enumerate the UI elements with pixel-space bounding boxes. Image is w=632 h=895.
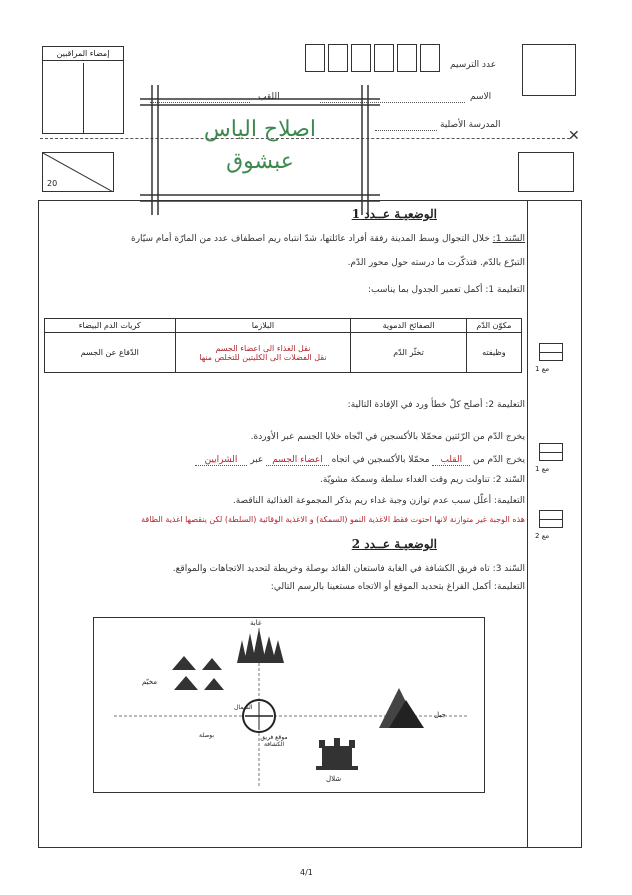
- map-label-west: مخيّم: [142, 678, 158, 686]
- waterfall-icon: [316, 738, 358, 770]
- fix-arteries[interactable]: الشرايين: [195, 455, 248, 466]
- scout-position-caption: موقع فريق الكشافة: [260, 734, 288, 748]
- margin-score-2: [535, 443, 571, 479]
- margin-score-label: مع 2: [535, 532, 550, 540]
- table-header: كريات الدم البيضاء: [45, 319, 176, 333]
- table-row: [45, 333, 522, 373]
- grade-box: [42, 152, 114, 192]
- fix-mid: محمّلا بالأكسجين في اتجاه: [331, 455, 430, 465]
- prompt1-text: خلال التجوال وسط المدينة رفقة أفراد عائلتها، شدّ انتباه ريم اصطفاف عدد من المارّة أمام سيّارة: [130, 234, 490, 244]
- wrong-statement: يخرج الدّم من الرّئتين محمّلا بالأكسجين في اتّجاه خلايا الجسم عبر الأوردة.: [250, 432, 525, 442]
- margin-score-label: مع 1: [535, 365, 550, 373]
- map-label-south: شلال: [326, 775, 342, 783]
- plasma-cell[interactable]: [175, 333, 351, 373]
- correction-name: عبشوق: [226, 149, 294, 174]
- prompt1-line2: التبرّع بالدّم. فتذكّرت ما درسته حول محور الدّم.: [347, 258, 525, 268]
- name-label: الاسم: [470, 92, 492, 102]
- prompt3-text: السّند 3: تاه فريق الكشافة في الغابة فاستعان القائد بوصلة وخريطة لتحديد الاتجاهات والمواقع.: [172, 564, 525, 574]
- margin-score-1: [535, 343, 571, 379]
- table-header-row: [45, 319, 522, 333]
- compass-caption: بوصلة: [199, 732, 215, 739]
- grade-total: 20: [47, 179, 58, 188]
- margin-score-3: [535, 510, 571, 546]
- plasma-answer-2: نقل الفضلات الى الكليتين للتخلص منها: [199, 352, 327, 362]
- fix-via: عبر: [250, 455, 264, 465]
- proctor-signature-box: [42, 46, 124, 134]
- plasma-answer-1: نقل الغذاء الى اعضاء الجسم: [215, 343, 311, 353]
- registration-number-label: عدد الترسيم: [450, 60, 497, 70]
- margin-divider: [527, 200, 528, 848]
- mountain-icon: [379, 688, 424, 728]
- task2-text: التعليمة 2: أصلح كلّ خطأ ورد في الإفادة التالية:: [347, 400, 525, 410]
- fix-prefix: يخرج الدّم من: [472, 455, 525, 465]
- map-label-north: غابة: [250, 619, 262, 627]
- prompt1-label: السّند 1:: [492, 234, 525, 244]
- camp-icon: [172, 656, 224, 690]
- registration-number-boxes: [305, 44, 440, 74]
- margin-score-label: مع 1: [535, 465, 550, 473]
- forest-icon: [237, 628, 284, 663]
- platelets-cell[interactable]: تخثّر الدّم: [351, 333, 466, 373]
- map-label-east: جبل: [434, 711, 446, 719]
- proctor-signature-label: إمضاء المراقبين: [43, 47, 123, 61]
- orientation-map: [93, 617, 485, 793]
- stamp-box-bottom: [518, 152, 574, 192]
- table-header: الصفائح الدموية: [351, 319, 466, 333]
- task3-text: التعليمة: أعلّل سبب عدم توازن وجبة غداء ريم بذكر المجموعة الغذائية الناقصة.: [232, 496, 525, 506]
- proctor-divider: [83, 63, 84, 133]
- stamp-box-top: [522, 44, 576, 96]
- compass-direction-label: الشمال: [234, 704, 253, 711]
- fix-heart[interactable]: القلب: [432, 455, 470, 466]
- task1-text: التعليمة 1: أكمل تعمير الجدول بما يناسب:: [368, 285, 525, 295]
- table-header: مكوّن الدّم: [466, 319, 521, 333]
- correction-line[interactable]: [195, 455, 525, 465]
- fix-organs[interactable]: اعضاء الجسم: [266, 455, 329, 466]
- function-row-label: وظيفته: [466, 333, 521, 373]
- situation1-title: الوضعيـة عــدد 1: [351, 207, 437, 221]
- correction-stamp: [140, 85, 380, 215]
- prompt2-text: السّند 2: تناولت ريم وقت الغداء سلطة وسمكة مشويّة.: [320, 475, 525, 485]
- situation2-title: الوضعيـة عــدد 2: [351, 537, 437, 551]
- fold-mark-icon: ✕: [568, 128, 580, 144]
- blood-components-table: [44, 318, 522, 373]
- white-cells-cell[interactable]: الدّفاع عن الجسم: [45, 333, 176, 373]
- correction-title: اصلاح الياس: [203, 117, 317, 142]
- page-number: 4/1: [300, 868, 313, 877]
- task3-answer[interactable]: هذه الوجبة غير متوازنة لانها احتوت فقط الاغذية النمو (السمكة) و الاغذية الوقائية (السلطة) لكن ينقصها اغذية الطاقة: [141, 515, 525, 524]
- surname-label: اللقب: [258, 92, 280, 102]
- school-label: المدرسة الأصلية: [440, 120, 501, 130]
- school-field[interactable]: [375, 130, 437, 131]
- map-drawing: [94, 618, 484, 792]
- situation2-task: التعليمة: أكمل الفراغ بتحديد الموقع أو الاتجاه مستعينا بالرسم التالي:: [270, 582, 525, 592]
- table-header: البلازما: [175, 319, 351, 333]
- prompt1-line1: [131, 234, 525, 244]
